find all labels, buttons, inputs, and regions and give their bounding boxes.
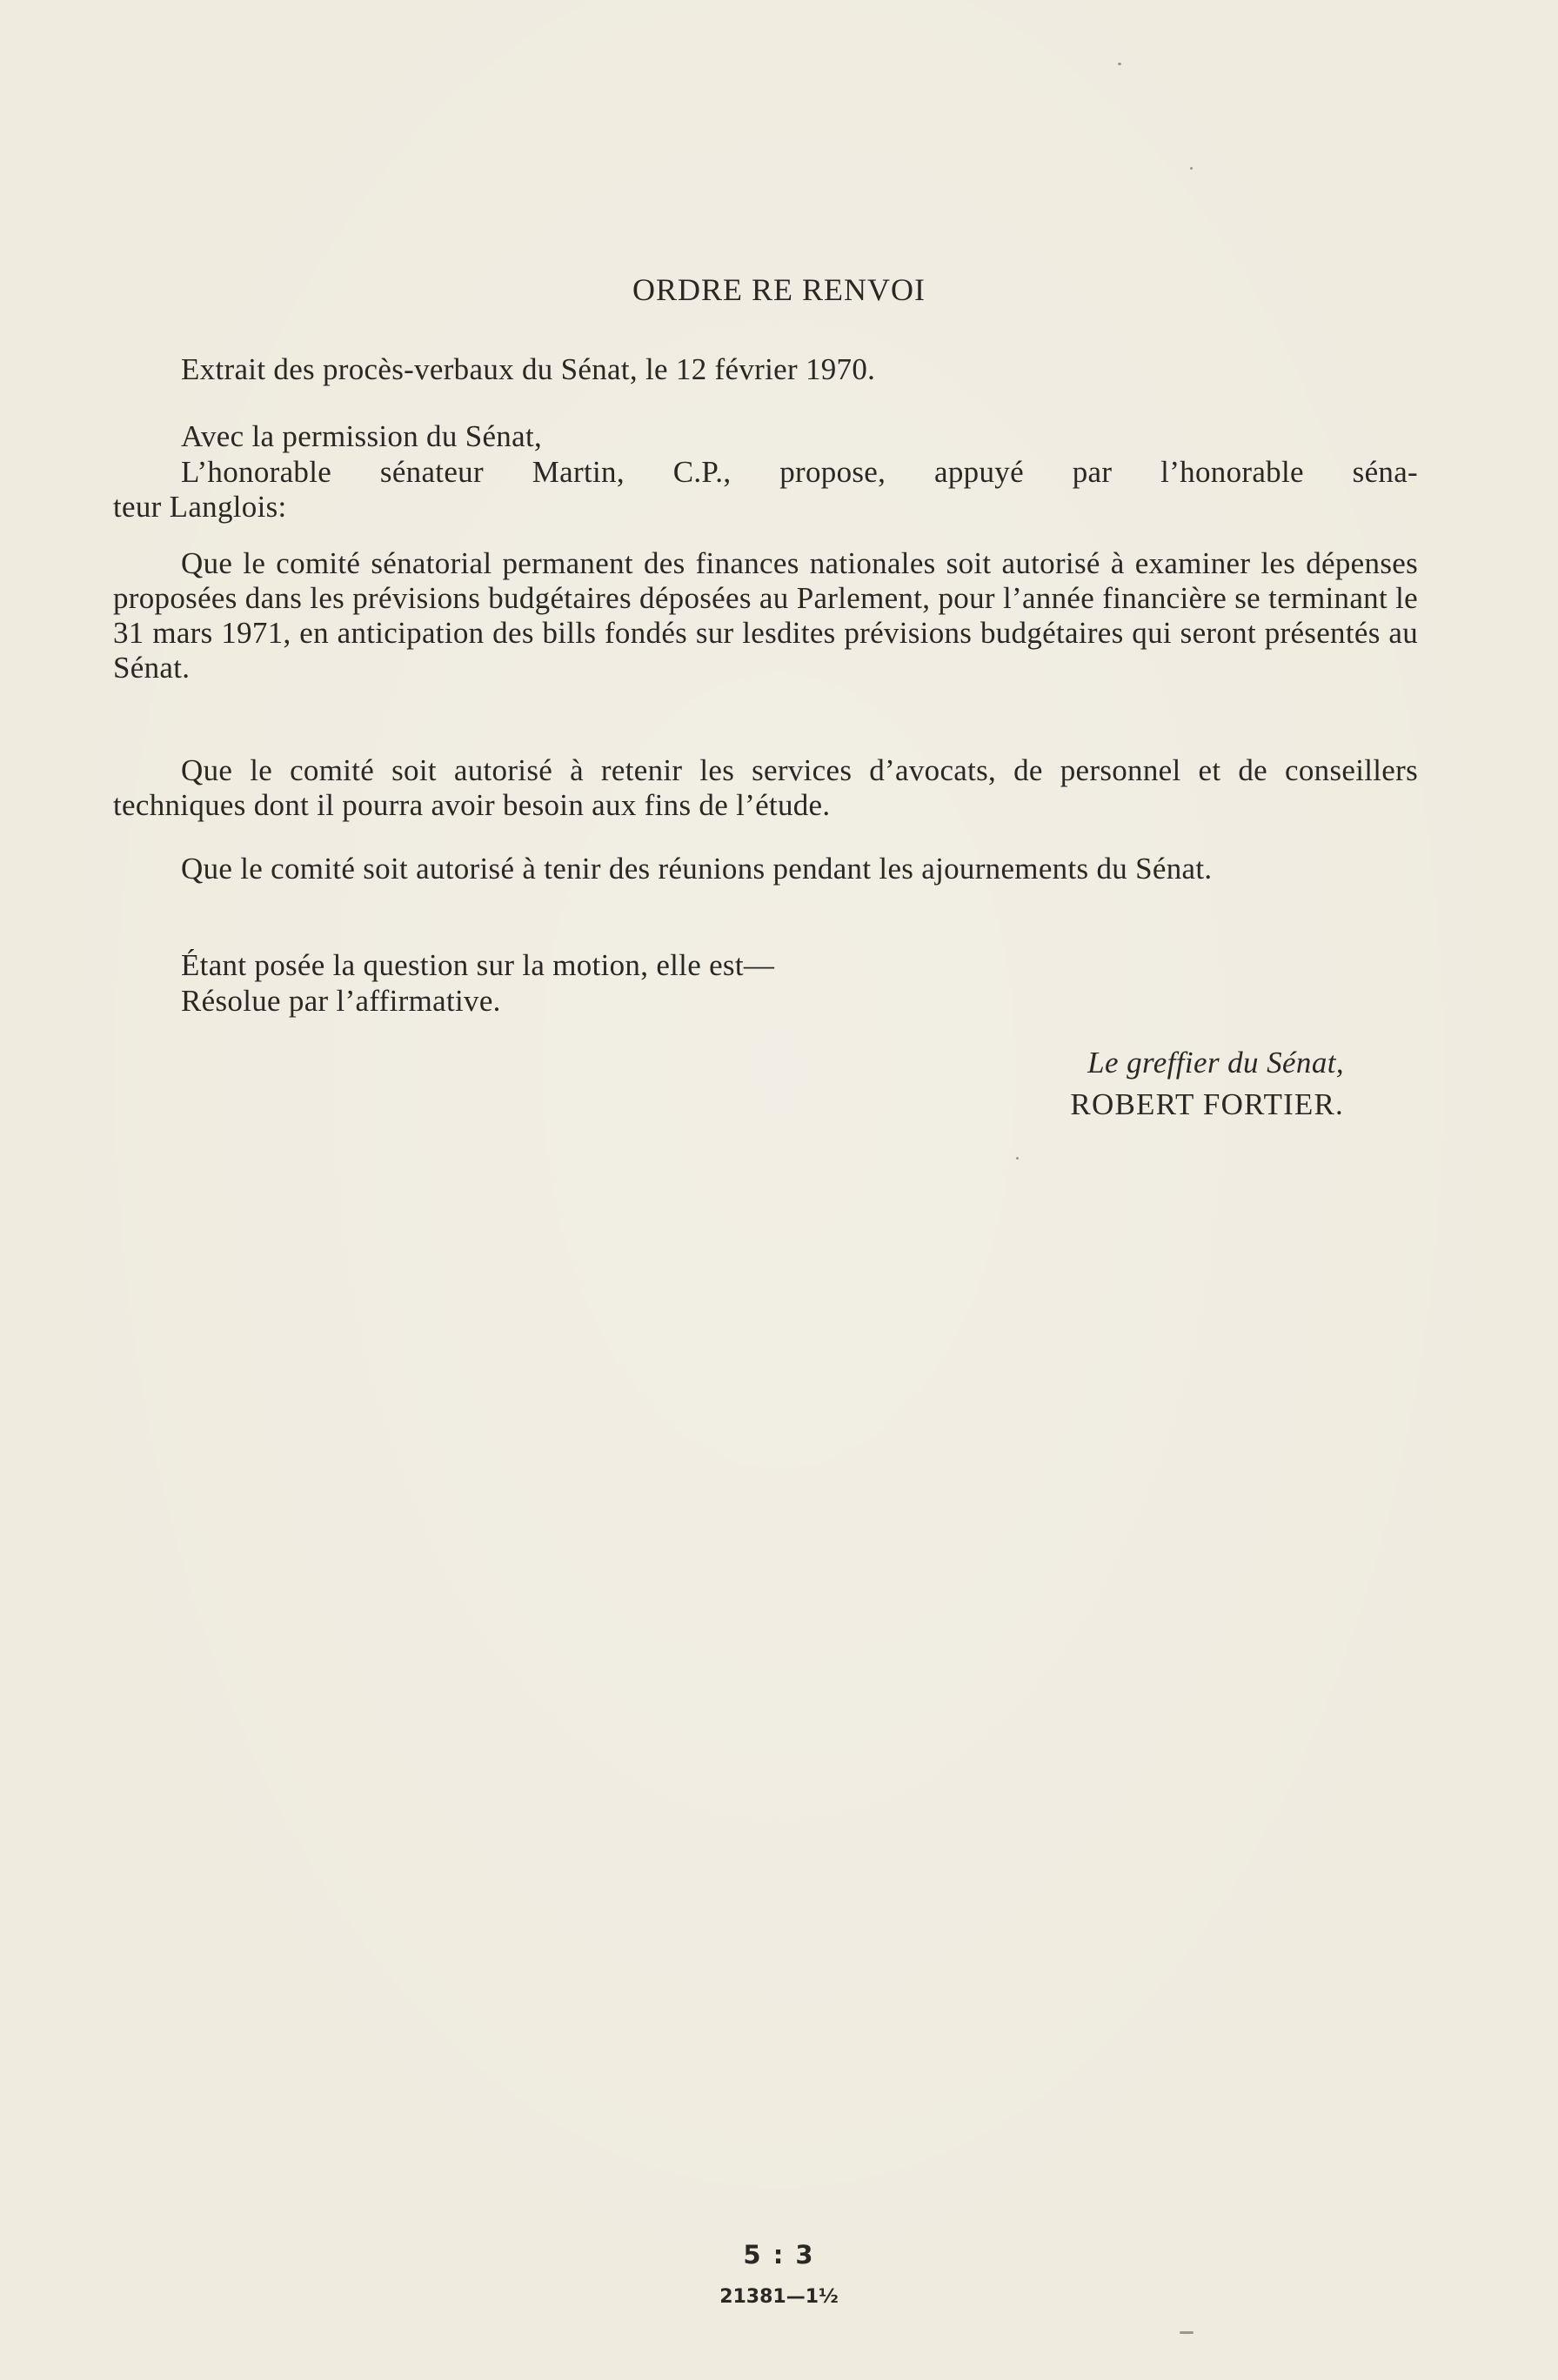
motion-intro-line-1: L’honorable sénateur Martin, C.P., propose, appuyé par l’honorable séna- — [181, 455, 1418, 489]
question-line: Étant posée la question sur la motion, elle est— — [181, 948, 775, 982]
paper-speck — [1016, 1157, 1019, 1160]
page-number: 5 : 3 — [743, 2240, 815, 2270]
paper-speck — [1180, 2331, 1194, 2334]
document-heading: ORDRE RE RENVOI — [632, 272, 926, 307]
extract-line: Extrait des procès-verbaux du Sénat, le 12 février 1970. — [181, 352, 876, 386]
paper-speck — [1190, 167, 1193, 170]
signature-name: ROBERT FORTIER. — [1070, 1087, 1344, 1121]
paragraph-services: Que le comité soit autorisé à retenir les services d’avocats, de personnel et de conseillers techniques dont il pourra avoir besoin aux fins de l’étude. — [113, 753, 1418, 822]
motion-intro — [113, 455, 1418, 525]
paragraph-meetings: Que le comité soit autorisé à tenir des réunions pendant les ajournements du Sénat. — [181, 852, 1213, 886]
print-code: 21381—1½ — [719, 2286, 839, 2308]
motion-intro-line-2: teur Langlois: — [113, 490, 287, 524]
resolved-line: Résolue par l’affirmative. — [181, 984, 501, 1018]
permission-line: Avec la permission du Sénat, — [181, 419, 543, 453]
paragraph-finances-committee: Que le comité sénatorial permanent des finances nationales soit autorisé à examiner les dépenses proposées dans les prévisions budgétaires déposées au Parlement, pour l’année financière se terminant le 31 mars 1971, en anticipation des bills fondés sur lesdites prévisions budgétaires qui seront présentés au Sénat. — [113, 546, 1418, 685]
paper-speck — [1118, 63, 1121, 65]
signature-title: Le greffier du Sénat, — [1087, 1046, 1344, 1080]
